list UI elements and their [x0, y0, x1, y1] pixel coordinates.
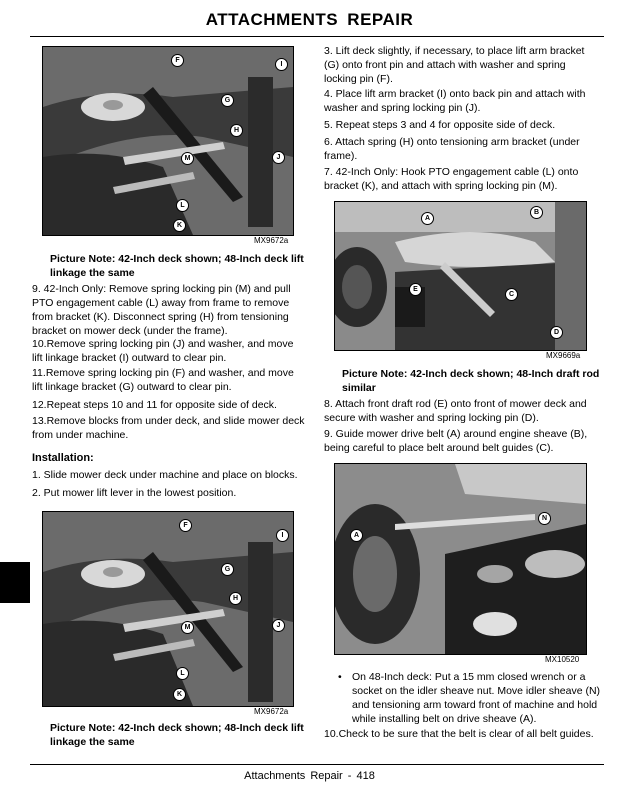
callout-A-fig3: A	[421, 212, 434, 225]
figure-idler-sheave	[334, 463, 587, 655]
bullet-48-inch-deck	[338, 670, 602, 726]
callout-F-fig1: F	[171, 54, 184, 67]
step-12: 12.Repeat steps 10 and 11 for opposite side of deck.	[32, 399, 277, 411]
callout-L-fig1: L	[176, 199, 189, 212]
step-13: 13.Remove blocks from under deck, and slide mower deck from under machine.	[32, 415, 305, 441]
callout-K-fig2: K	[173, 688, 186, 701]
callout-H-fig1: H	[230, 124, 243, 137]
step-10-check: 10.Check to be sure that the belt is clear of all belt guides.	[324, 728, 594, 740]
figure-deck-linkage-2	[42, 511, 294, 707]
figure-code-3: MX9669a	[546, 351, 581, 360]
step-8: 8. Attach front draft rod (E) onto front of mower deck and secure with washer and spring locking pin (D).	[324, 398, 587, 424]
install-step-1: 1. Slide mower deck under machine and place on blocks.	[32, 469, 298, 481]
callout-M-fig2: M	[181, 621, 194, 634]
picture-note-1: Picture Note: 42-Inch deck shown; 48-Inch deck lift linkage the same	[50, 253, 304, 279]
figure-code-1: MX9672a	[254, 236, 289, 245]
step-7: 7. 42-Inch Only: Hook PTO engagement cable (L) onto bracket (K), and attach with spring locking pin (M).	[324, 166, 579, 192]
callout-G-fig1: G	[221, 94, 234, 107]
callout-I-fig1: I	[275, 58, 288, 71]
callout-E-fig3: E	[409, 283, 422, 296]
picture-note-3: Picture Note: 42-Inch deck shown; 48-Inch draft rod similar	[342, 368, 600, 394]
install-step-2: 2. Put mower lift lever in the lowest position.	[32, 487, 237, 499]
step-11: 11.Remove spring locking pin (F) and washer, and move lift linkage bracket (G) outward to clear pin.	[32, 367, 294, 393]
step-4: 4. Place lift arm bracket (I) onto back pin and attach with washer and spring locking pin (J).	[324, 88, 586, 114]
figure-deck-linkage-1	[42, 46, 294, 236]
step-9-belt: 9. Guide mower drive belt (A) around engine sheave (B), being careful to place belt around belt guides (C).	[324, 428, 588, 454]
step-3: 3. Lift deck slightly, if necessary, to place lift arm bracket (G) onto front pin and attach with washer and spring locking pin (F).	[324, 45, 585, 85]
page-footer: Attachments Repair - 418	[244, 770, 375, 782]
callout-G-fig2: G	[221, 563, 234, 576]
bullet-dot: •	[338, 671, 342, 683]
callout-K-fig1: K	[173, 219, 186, 232]
step-10: 10.Remove spring locking pin (J) and washer, and move lift linkage bracket (I) outward to clear pin.	[32, 338, 294, 364]
callout-A-fig4: A	[350, 529, 363, 542]
step-5: 5. Repeat steps 3 and 4 for opposite side of deck.	[324, 119, 556, 131]
bullet-text: On 48-Inch deck: Put a 15 mm closed wrench or a socket on the idler sheave nut. Move idler sheave (N) and tensioning arm toward front of machine and hold while installing belt on drive sheave (A).	[352, 671, 601, 725]
bottom-rule	[30, 764, 604, 765]
step-6: 6. Attach spring (H) onto tensioning arm bracket (under frame).	[324, 136, 580, 162]
figure-code-2: MX9672a	[254, 707, 289, 716]
callout-M-fig1: M	[181, 152, 194, 165]
figure-drive-belt	[334, 201, 587, 351]
picture-note-2: Picture Note: 42-Inch deck shown; 48-Inch deck lift linkage the same	[50, 722, 304, 748]
callout-N-fig4: N	[538, 512, 551, 525]
page-title: ATTACHMENTS REPAIR	[205, 10, 414, 29]
step-9: 9. 42-Inch Only: Remove spring locking pin (M) and pull PTO engagement cable (L) away from frame to remove from bracket (K). Disconnect spring (H) from tensioning bracket on mower deck (under the frame).	[32, 283, 291, 337]
callout-H-fig2: H	[229, 592, 242, 605]
callout-D-fig3: D	[550, 326, 563, 339]
installation-heading: Installation:	[32, 452, 94, 464]
callout-J-fig1: J	[272, 151, 285, 164]
callout-I-fig2: I	[276, 529, 289, 542]
callout-F-fig2: F	[179, 519, 192, 532]
top-rule	[30, 36, 604, 37]
figure-code-4: MX10520	[545, 655, 580, 664]
callout-B-fig3: B	[530, 206, 543, 219]
section-tab-marker	[0, 562, 30, 603]
callout-J-fig2: J	[272, 619, 285, 632]
callout-L-fig2: L	[176, 667, 189, 680]
callout-C-fig3: C	[505, 288, 518, 301]
